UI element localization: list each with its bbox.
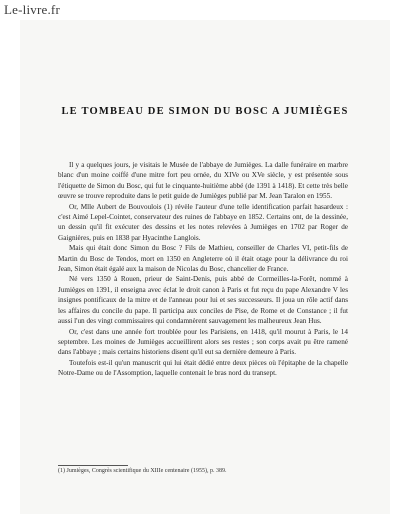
article-body [58, 160, 348, 379]
footnote: (1) Jumièges, Congrès scientifique du XIIIe centenaire (1955), p. 389. [58, 468, 227, 474]
paragraph: Or, c'est dans une année fort troublée pour les Parisiens, en 1418, qu'il mourut à Paris, le 14 septembre. Les moines de Jumièges accueillirent alors ses restes ; son corps avait pu être ramené dans l'abbaye ; mais certains historiens disent qu'il eut sa dernière demeure à Paris. [58, 327, 348, 357]
document-page [20, 20, 390, 514]
paragraph: Mais qui était donc Simon du Bosc ? Fils de Mathieu, conseiller de Charles VI, petit-fils de Martin du Bosc de Tendos, mort en 1350 en Angleterre où il était otage pour la délivrance du roi Jean, Simon était égalé aux la maison de Nicolas du Bosc, chancelier de France. [58, 244, 348, 274]
footnote-divider [58, 465, 128, 466]
paragraph: Toutefois est-il qu'un manuscrit qui lui était dédié entre deux pièces où l'épitaphe de la chapelle Notre-Dame ou de l'Assomption, laquelle contenait le bras nord du transept. [58, 358, 348, 378]
paragraph: Il y a quelques jours, je visitais le Musée de l'abbaye de Jumièges. La dalle funéraire en marbre blanc d'un moine coiffé d'une mitre fort peu ornée, du XIVe ou XVe siècle, y est présentée sous l'étiquette de Simon du Bosc, qui fut le cinquante-huitième abbé (de 1391 à 1418). Et cette très belle œuvre se trouve reproduite dans le petit guide de Jumièges publié par M. Jean Taralon en 1955. [58, 161, 348, 201]
paragraph: Or, Mlle Aubert de Bouvoulois (1) révèle l'auteur d'une telle identification parfait hasardeux : c'est Aimé Lepel-Cointet, conservateur des ruines de l'abbaye en 1852. Certains ont, de la dessinée, un dessin qu'il fit exécuter des dessins et les notes relevées à Jumièges en 1702 par Roger de Gaignières, puis en 1838 par Hyacinthe Langlois. [58, 202, 348, 242]
page-title: LE TOMBEAU DE SIMON DU BOSC A JUMIÈGES [61, 106, 349, 117]
paragraph: Né vers 1350 à Rouen, prieur de Saint-Denis, puis abbé de Cormeilles-la-Forêt, nommé à Jumièges en 1391, il enseigna avec éclat le droit canon à Paris et fut reçu du pape Alexandre V les insignes pontificaux de la mitre et de l'anneau pour lui et ses successeurs. Il joua un rôle actif dans les affaires du concile du pape. Il participa aux conciles de Pise, de Rome et de Constance ; il fut aussi l'un des vingt commissaires qui condamnèrent sauvagement les malheureux Jean Hus. [58, 275, 348, 326]
site-watermark: Le-livre.fr [4, 2, 60, 17]
